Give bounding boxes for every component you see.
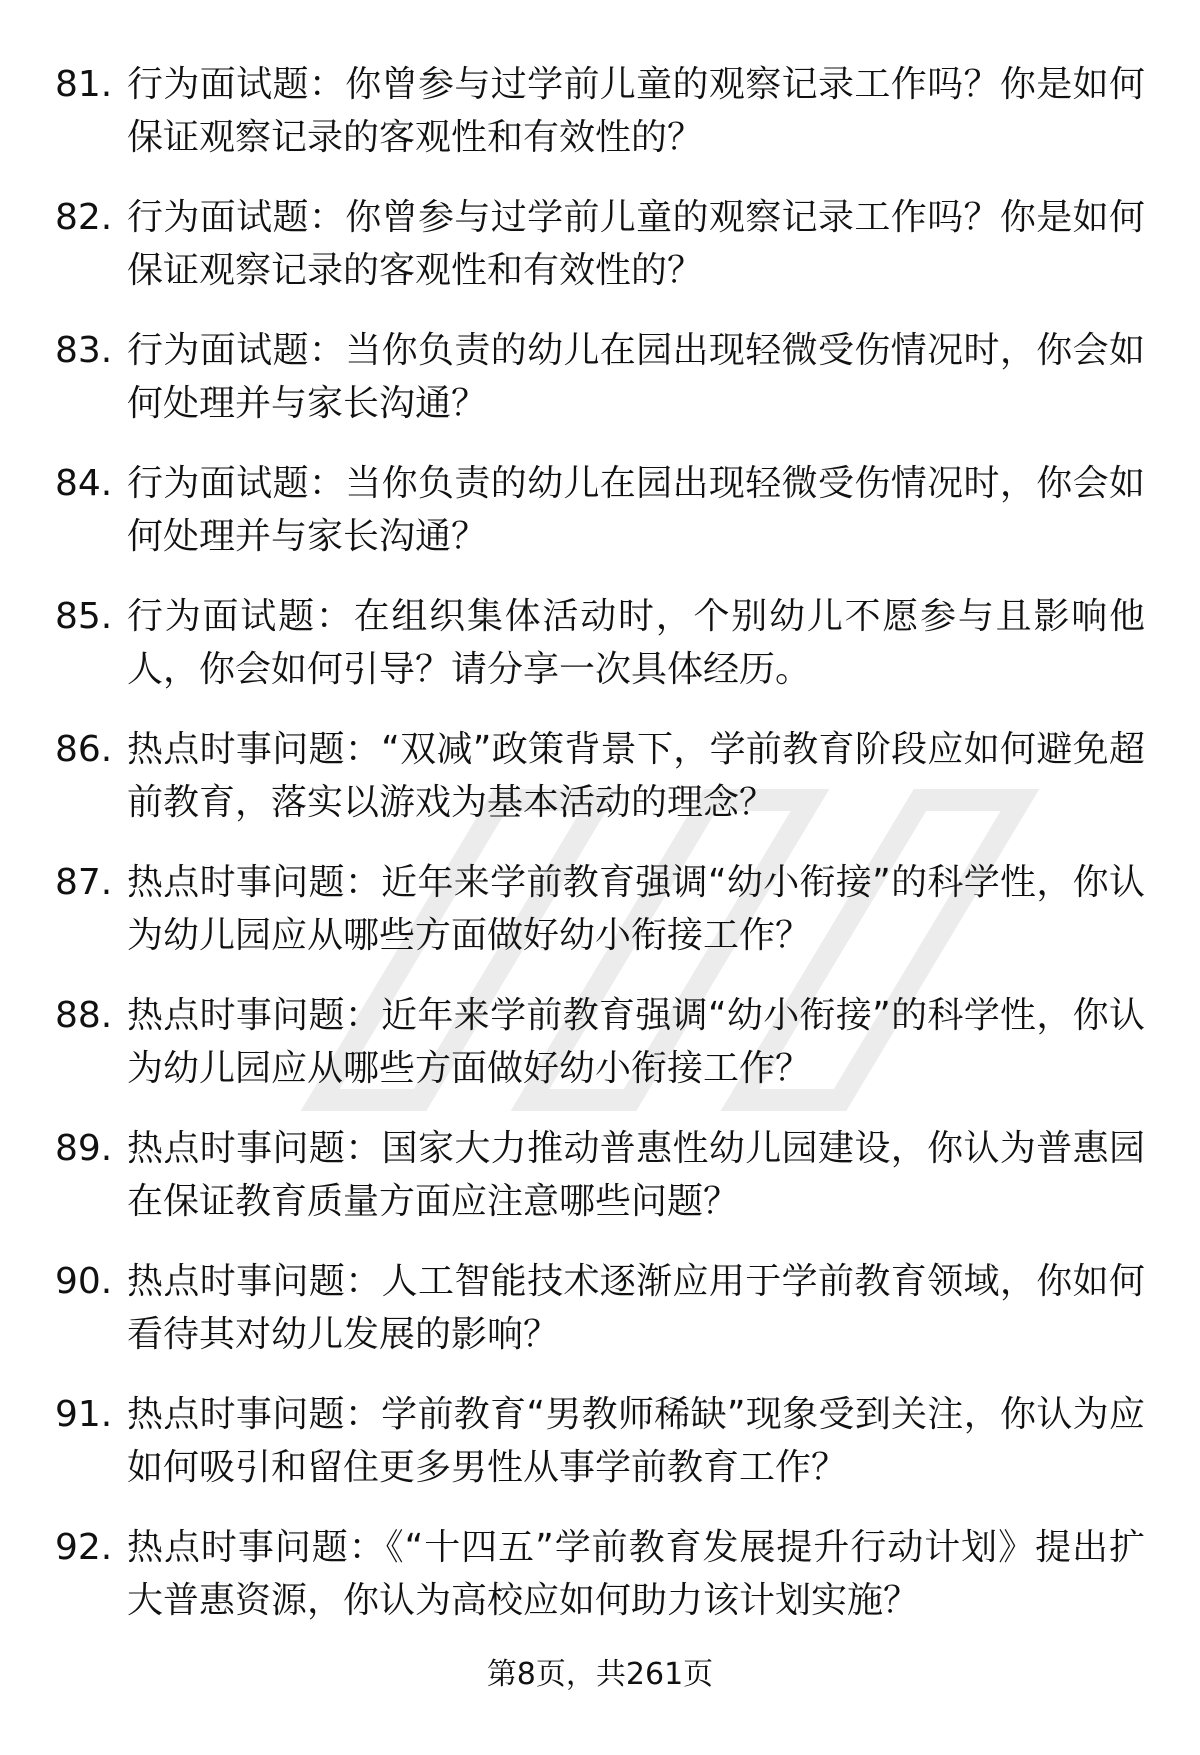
question-text: 热点时事问题：国家大力推动普惠性幼儿园建设，你认为普惠园在保证教育质量方面应注意哪些问题？ <box>127 1128 1145 1222</box>
question-item <box>55 989 1145 1122</box>
question-number: 85. <box>55 596 113 637</box>
question-text: 行为面试题：你曾参与过学前儿童的观察记录工作吗？你是如何保证观察记录的客观性和有效性的？ <box>127 197 1145 291</box>
page-number-label: 第8页，共261页 <box>486 1657 714 1692</box>
question-number: 84. <box>55 463 113 504</box>
question-number: 88. <box>55 995 113 1036</box>
question-number: 81. <box>55 64 113 105</box>
question-item <box>55 590 1145 723</box>
question-number: 91. <box>55 1394 113 1435</box>
question-text: 热点时事问题：“双减”政策背景下，学前教育阶段应如何避免超前教育，落实以游戏为基本活动的理念？ <box>127 729 1145 823</box>
question-number: 90. <box>55 1261 113 1302</box>
question-item <box>55 1122 1145 1255</box>
question-item <box>55 1255 1145 1388</box>
question-number: 82. <box>55 197 113 238</box>
question-text: 热点时事问题：学前教育“男教师稀缺”现象受到关注，你认为应如何吸引和留住更多男性从事学前教育工作？ <box>127 1394 1145 1488</box>
question-number: 92. <box>55 1527 113 1568</box>
question-text: 热点时事问题：近年来学前教育强调“幼小衔接”的科学性，你认为幼儿园应从哪些方面做好幼小衔接工作？ <box>127 995 1145 1089</box>
question-text: 热点时事问题：人工智能技术逐渐应用于学前教育领域，你如何看待其对幼儿发展的影响？ <box>127 1261 1145 1355</box>
question-item <box>55 191 1145 324</box>
question-text: 行为面试题：当你负责的幼儿在园出现轻微受伤情况时，你会如何处理并与家长沟通？ <box>127 463 1145 557</box>
question-text: 热点时事问题：近年来学前教育强调“幼小衔接”的科学性，你认为幼儿园应从哪些方面做好幼小衔接工作？ <box>127 862 1145 956</box>
question-item <box>55 856 1145 989</box>
question-text: 热点时事问题：《“十四五”学前教育发展提升行动计划》提出扩大普惠资源，你认为高校应如何助力该计划实施？ <box>127 1527 1145 1621</box>
question-number: 87. <box>55 862 113 903</box>
question-number: 86. <box>55 729 113 770</box>
question-number: 83. <box>55 330 113 371</box>
question-item <box>55 324 1145 457</box>
question-number: 89. <box>55 1128 113 1169</box>
question-list <box>55 58 1145 1654</box>
question-text: 行为面试题：当你负责的幼儿在园出现轻微受伤情况时，你会如何处理并与家长沟通？ <box>127 330 1145 424</box>
question-text: 行为面试题：在组织集体活动时，个别幼儿不愿参与且影响他人，你会如何引导？请分享一次具体经历。 <box>127 596 1145 690</box>
question-text: 行为面试题：你曾参与过学前儿童的观察记录工作吗？你是如何保证观察记录的客观性和有效性的？ <box>127 64 1145 158</box>
question-item <box>55 1388 1145 1521</box>
question-item <box>55 1521 1145 1654</box>
question-item <box>55 723 1145 856</box>
question-item <box>55 58 1145 191</box>
page-footer <box>0 1655 1200 1695</box>
question-item <box>55 457 1145 590</box>
